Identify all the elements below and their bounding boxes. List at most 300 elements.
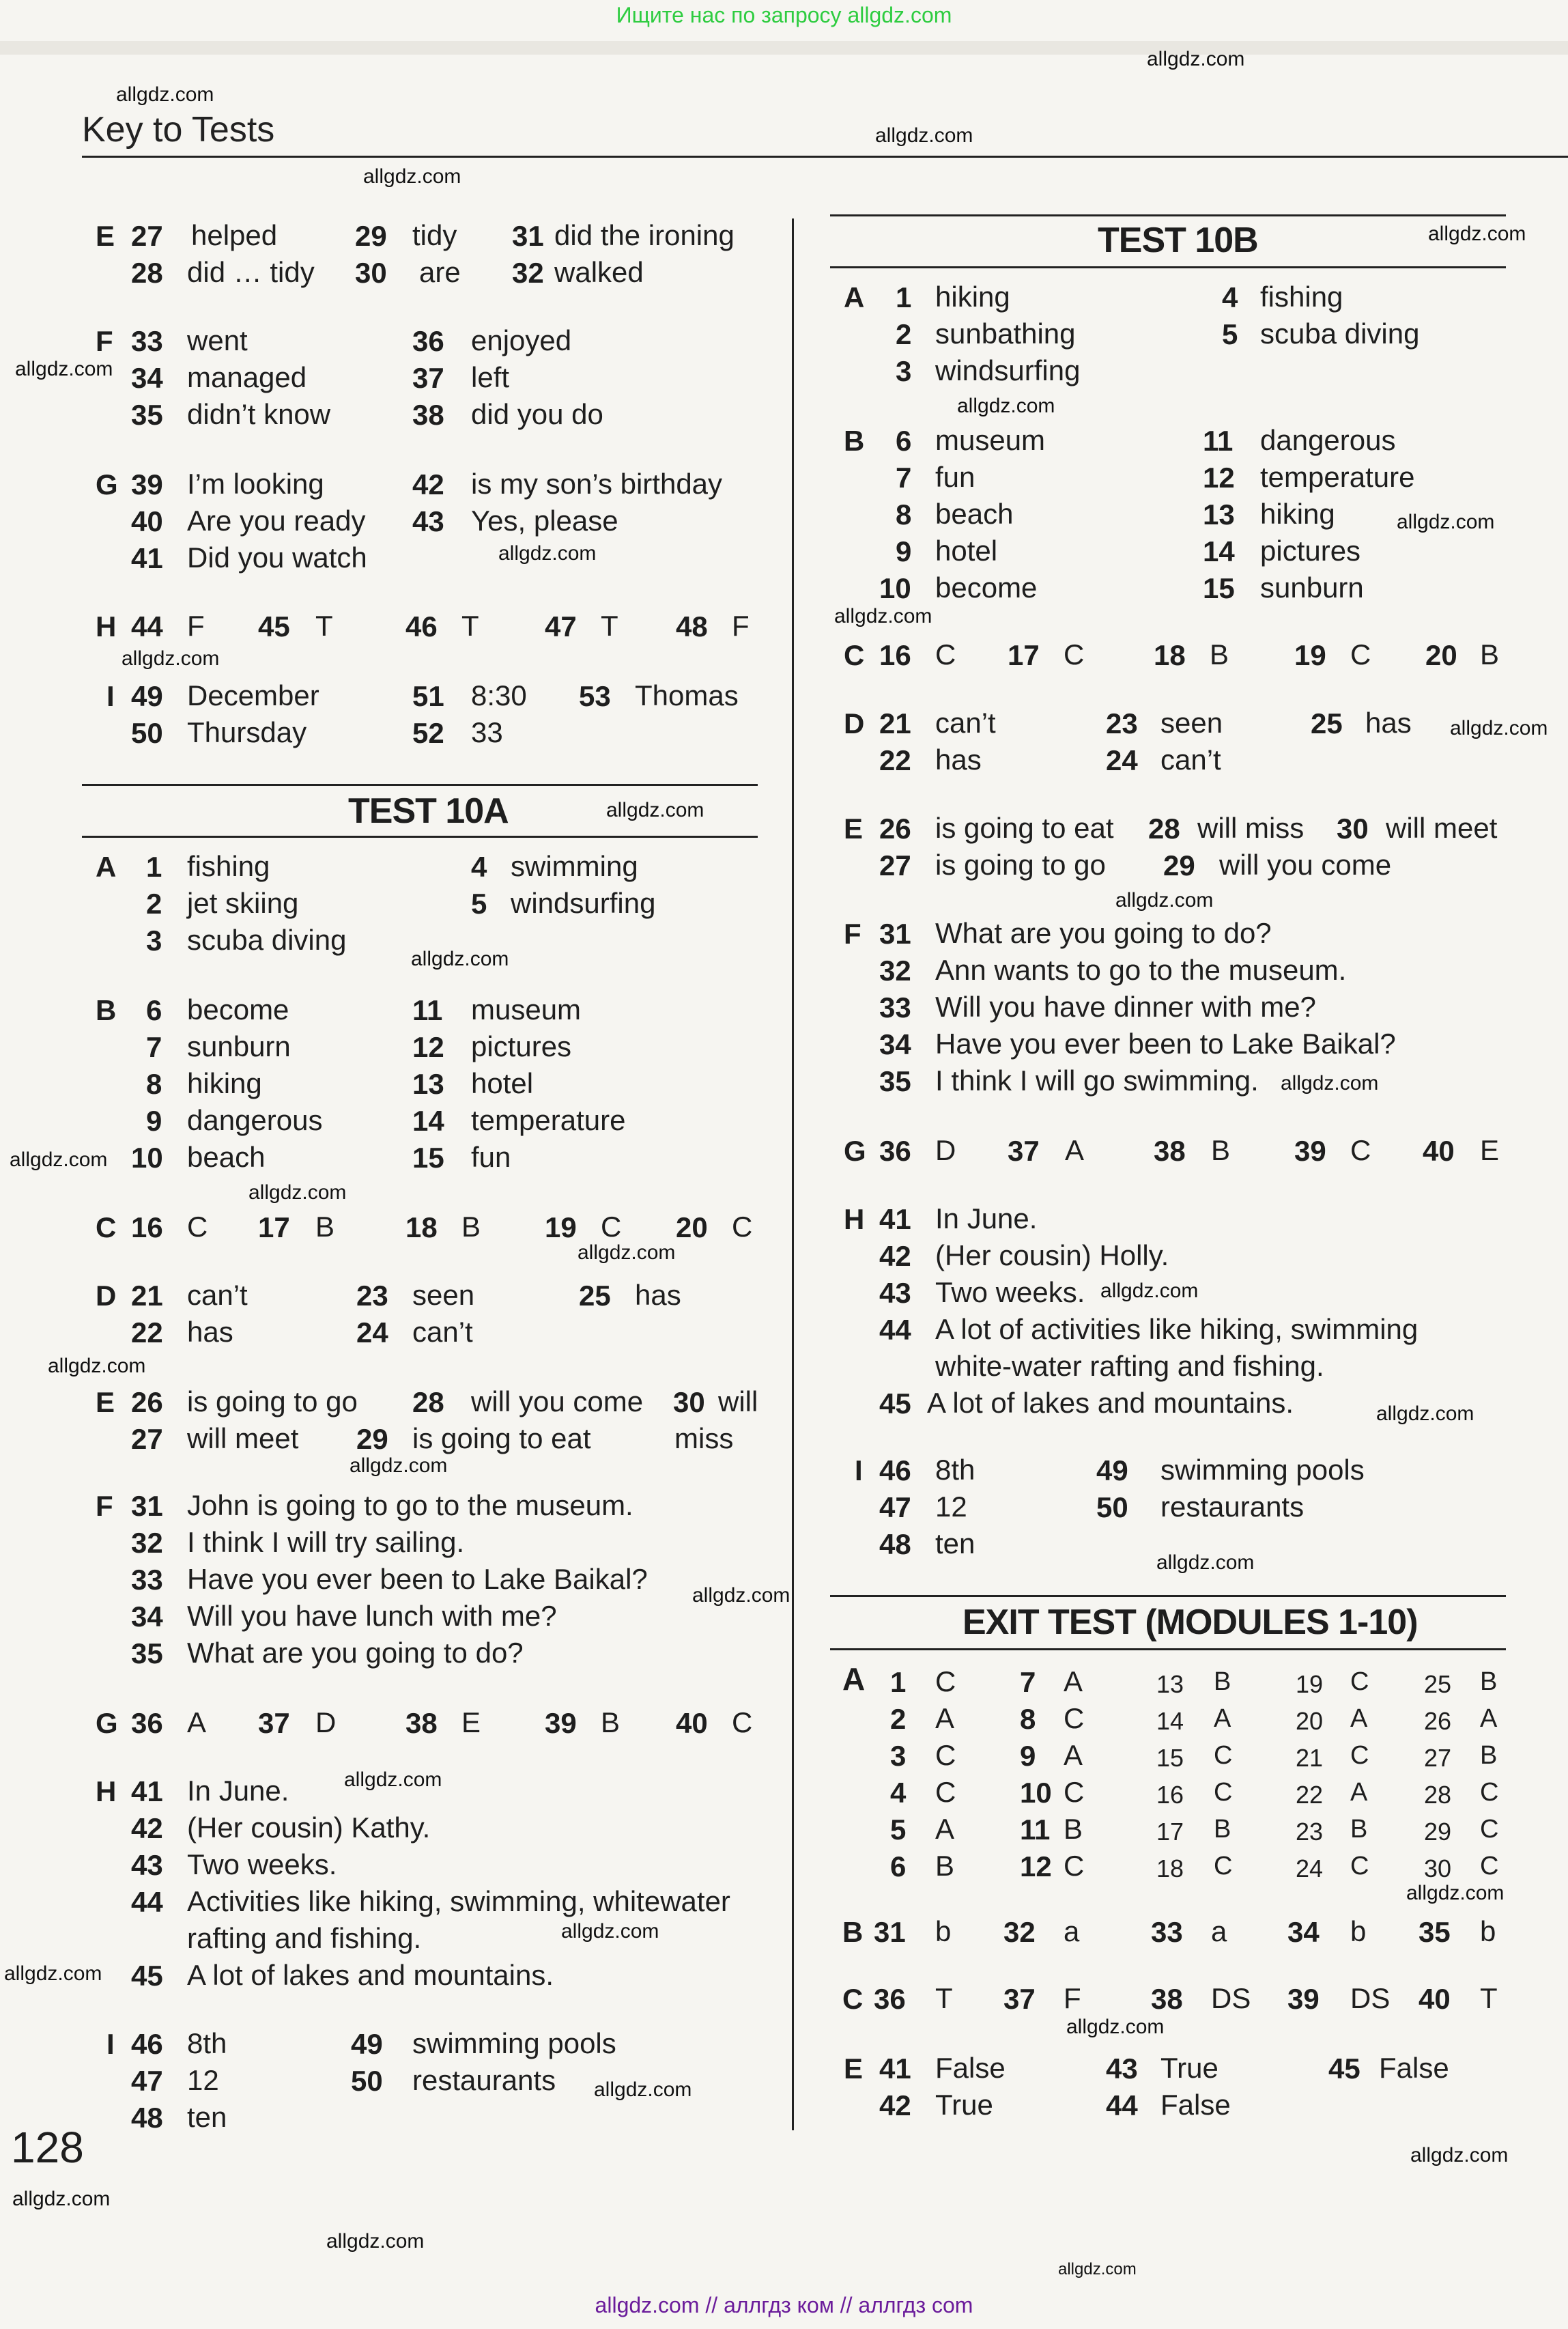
q-num: 41	[879, 1203, 911, 1235]
test-10b-title: TEST 10B	[1098, 221, 1258, 260]
answer: are	[419, 256, 461, 288]
q-num: 10	[879, 572, 911, 604]
answer: C	[187, 1211, 208, 1243]
exit-test-title: EXIT TEST (MODULES 1-10)	[963, 1603, 1418, 1642]
q-num: 16	[131, 1211, 163, 1243]
answer: did you do	[471, 398, 603, 430]
answer: enjoyed	[471, 324, 572, 356]
q-num: 26	[1424, 1707, 1452, 1735]
answer: B	[1480, 1741, 1498, 1770]
q-num: 12	[1203, 462, 1235, 494]
section-label: A	[842, 1661, 866, 1697]
q-num: 17	[258, 1211, 290, 1243]
section-label: D	[844, 707, 865, 739]
section-label: F	[96, 325, 113, 357]
answer: Have you ever been to Lake Baikal?	[935, 1028, 1396, 1060]
answer: DS	[1350, 1982, 1391, 2014]
q-num: 31	[512, 220, 544, 252]
section-label: E	[96, 220, 115, 252]
answer: 8:30	[471, 679, 527, 711]
watermark[interactable]: allgdz.com	[1428, 223, 1526, 245]
answer: can’t	[187, 1279, 248, 1311]
section-label: G	[96, 1707, 118, 1739]
q-num: 45	[131, 1960, 163, 1992]
q-num: 6	[890, 1850, 907, 1882]
answer: In June.	[935, 1202, 1038, 1234]
q-num: 48	[676, 610, 708, 643]
q-num: 38	[405, 1707, 438, 1739]
answer: B	[1064, 1813, 1083, 1845]
answer: is my son’s birthday	[471, 468, 723, 500]
answer: hiking	[1260, 498, 1335, 530]
q-num: 38	[1151, 1983, 1183, 2015]
answer: has	[635, 1279, 681, 1311]
answer: B	[935, 1850, 955, 1882]
q-num: 12	[1020, 1850, 1052, 1882]
answer: (Her cousin) Holly.	[935, 1239, 1169, 1271]
answer: B	[1350, 1815, 1368, 1844]
q-num: 46	[405, 610, 438, 643]
q-num: 36	[879, 1135, 911, 1167]
answer: A	[1065, 1134, 1085, 1166]
section-label: I	[106, 680, 115, 712]
answer: Ann wants to go to the museum.	[935, 954, 1347, 986]
watermark[interactable]: allgdz.com	[692, 1584, 790, 1607]
q-num: 29	[1424, 1818, 1452, 1846]
answer: managed	[187, 361, 307, 393]
answer: C	[1214, 1778, 1233, 1807]
answer: C	[1480, 1852, 1499, 1880]
q-num: 18	[1154, 639, 1186, 671]
section-label: H	[96, 610, 117, 643]
answer: left	[471, 361, 510, 393]
q-num: 8	[896, 498, 912, 531]
q-num: 2	[146, 888, 162, 920]
answer: C	[935, 638, 956, 671]
q-num: 29	[355, 220, 387, 252]
watermark[interactable]: allgdz.com	[122, 647, 220, 670]
q-num: 15	[1156, 1744, 1184, 1772]
q-num: 35	[131, 399, 163, 431]
q-num: 41	[131, 542, 163, 574]
answer: hotel	[471, 1067, 534, 1099]
watermark[interactable]: allgdz.com	[1281, 1072, 1379, 1095]
q-num: 9	[146, 1105, 162, 1137]
q-num: 24	[356, 1316, 388, 1349]
q-num: 40	[1423, 1135, 1455, 1167]
answer: restaurants	[412, 2064, 556, 2096]
answer: In June.	[187, 1775, 289, 1807]
q-num: 10	[131, 1142, 163, 1174]
answer: C	[935, 1776, 956, 1808]
q-num: 39	[1294, 1135, 1326, 1167]
q-num: 11	[1020, 1813, 1051, 1846]
answer: scuba diving	[1260, 317, 1420, 350]
answer: is going to eat	[935, 812, 1114, 844]
q-num: 37	[258, 1707, 290, 1739]
answer: swimming pools	[412, 2027, 616, 2059]
watermark[interactable]: allgdz.com	[1450, 717, 1548, 739]
q-num: 38	[412, 399, 444, 431]
q-num: 2	[896, 318, 912, 350]
answer: C	[1064, 638, 1085, 671]
answer: E	[461, 1706, 481, 1738]
watermark[interactable]: allgdz.com	[594, 2078, 692, 2101]
watermark[interactable]: allgdz.com	[1058, 2260, 1137, 2278]
answer: Are you ready	[187, 505, 366, 537]
q-num: 28	[1148, 813, 1180, 845]
answer: has	[187, 1316, 233, 1348]
title-rule-bottom	[830, 266, 1506, 268]
answer: Have you ever been to Lake Baikal?	[187, 1563, 648, 1595]
q-num: 24	[1106, 744, 1138, 776]
q-num: 13	[1156, 1670, 1184, 1698]
watermark[interactable]: allgdz.com	[1410, 2144, 1509, 2166]
q-num: 46	[131, 2028, 163, 2060]
q-num: 14	[1156, 1707, 1184, 1735]
q-num: 46	[879, 1454, 911, 1486]
q-num: 10	[1020, 1777, 1052, 1809]
q-num: 18	[405, 1211, 438, 1243]
q-num: 45	[258, 610, 290, 643]
answer: I’m looking	[187, 468, 324, 500]
q-num: 19	[545, 1211, 577, 1243]
q-num: 43	[879, 1277, 911, 1309]
answer: C	[1350, 1134, 1371, 1166]
q-num: 30	[355, 257, 387, 289]
answer: DS	[1211, 1982, 1251, 2014]
q-num: 37	[1003, 1983, 1036, 2015]
q-num: 35	[879, 1065, 911, 1097]
q-num: 21	[879, 707, 911, 739]
section-label: I	[855, 1454, 863, 1486]
q-num: 28	[131, 257, 163, 289]
section-label: C	[842, 1983, 864, 2015]
answer: b	[1350, 1915, 1367, 1947]
answer: pictures	[471, 1030, 572, 1062]
q-num: 23	[356, 1280, 388, 1312]
answer: will meet	[1386, 812, 1498, 844]
q-num: 20	[676, 1211, 708, 1243]
header-rule	[82, 156, 1568, 158]
q-num: 19	[1296, 1670, 1324, 1698]
answer: walked	[554, 256, 644, 288]
watermark[interactable]: allgdz.com	[10, 1148, 108, 1171]
answer: swimming	[511, 850, 638, 882]
page-header: Key to Tests	[82, 110, 275, 150]
answer: E	[1480, 1134, 1500, 1166]
q-num: 15	[1203, 572, 1235, 604]
answer: C	[1350, 638, 1371, 671]
answer: December	[187, 679, 319, 711]
answer: will you come	[1219, 849, 1392, 881]
answer: pictures	[1260, 535, 1361, 567]
bottom-banner[interactable]: allgdz.com // аллгдз ком // аллгдз com	[595, 2293, 973, 2317]
q-num: 11	[1203, 425, 1234, 457]
answer: C	[732, 1706, 753, 1738]
answer: F	[732, 610, 750, 642]
q-num: 5	[1222, 318, 1238, 350]
watermark[interactable]: allgdz.com	[1115, 889, 1214, 912]
answer: Activities like hiking, swimming, whitewater	[187, 1885, 730, 1917]
answer: museum	[935, 424, 1046, 456]
answer: is going to go	[935, 849, 1106, 881]
q-num: 6	[146, 994, 162, 1026]
q-num: 27	[131, 1423, 163, 1455]
answer: 12	[935, 1491, 967, 1523]
answer: will you come	[471, 1385, 644, 1417]
answer: T	[601, 610, 618, 642]
q-num: 33	[879, 991, 911, 1024]
answer: C	[732, 1211, 753, 1243]
answer: A	[1350, 1778, 1368, 1807]
page-number: 128	[11, 2123, 84, 2172]
q-num: 26	[879, 813, 911, 845]
answer: Two weeks.	[187, 1848, 337, 1880]
q-num: 21	[131, 1280, 163, 1312]
answer: museum	[471, 993, 582, 1026]
watermark[interactable]: allgdz.com	[248, 1181, 347, 1204]
top-banner[interactable]: Ищите нас по запросу allgdz.com	[616, 3, 952, 27]
q-num: 44	[1106, 2089, 1138, 2121]
q-num: 37	[412, 362, 444, 394]
q-num: 51	[412, 680, 444, 712]
answer: T	[935, 1982, 953, 2014]
watermark[interactable]: allgdz.com	[1100, 1280, 1199, 1302]
answer: a	[1211, 1915, 1227, 1947]
q-num: 49	[1096, 1454, 1128, 1486]
watermark[interactable]: allgdz.com	[1156, 1551, 1255, 1574]
watermark[interactable]: allgdz.com	[350, 1454, 448, 1477]
q-num: 44	[131, 610, 163, 643]
q-num: 17	[1156, 1818, 1184, 1846]
q-num: 30	[1424, 1854, 1452, 1882]
q-num: 50	[1096, 1491, 1128, 1523]
answer: False	[935, 2052, 1006, 2084]
answer: A	[187, 1706, 207, 1738]
section-label: I	[106, 2028, 115, 2060]
answer: hotel	[935, 535, 998, 567]
answer: B	[461, 1211, 481, 1243]
q-num: 14	[1203, 535, 1235, 567]
answer: did the ironing	[554, 219, 735, 251]
q-num: 28	[1424, 1781, 1452, 1809]
section-label: G	[96, 468, 118, 500]
watermark[interactable]: allgdz.com	[48, 1355, 146, 1377]
q-num: 4	[890, 1777, 907, 1809]
q-num: 36	[874, 1983, 906, 2015]
q-num: 7	[1020, 1666, 1036, 1698]
q-num: 47	[131, 2065, 163, 2097]
watermark[interactable]: allgdz.com	[561, 1920, 659, 1943]
answer: C	[1350, 1667, 1369, 1696]
test-10a-title: TEST 10A	[348, 791, 509, 831]
answer: a	[1064, 1915, 1080, 1947]
answer: Yes, please	[471, 505, 618, 537]
q-num: 14	[412, 1105, 444, 1137]
answer: A lot of lakes and mountains.	[927, 1387, 1294, 1419]
answer: C	[601, 1211, 622, 1243]
watermark[interactable]: allgdz.com	[344, 1768, 442, 1791]
watermark[interactable]: allgdz.com	[363, 165, 461, 188]
watermark[interactable]: allgdz.com	[606, 799, 704, 821]
watermark[interactable]: allgdz.com	[834, 605, 932, 627]
answer: temperature	[1260, 461, 1415, 493]
watermark[interactable]: allgdz.com	[578, 1241, 676, 1264]
answer: went	[187, 324, 248, 356]
answer: C	[1064, 1850, 1085, 1882]
answer: beach	[187, 1141, 266, 1173]
answer: will	[718, 1385, 758, 1417]
answer: What are you going to do?	[187, 1637, 524, 1669]
answer: A	[1480, 1704, 1498, 1733]
answer: windsurfing	[935, 354, 1081, 386]
answer: B	[1214, 1667, 1231, 1696]
section-label: G	[844, 1135, 866, 1167]
answer: C	[1214, 1741, 1233, 1770]
answer: become	[935, 571, 1038, 604]
q-num: 23	[1106, 707, 1138, 739]
q-num: 39	[1287, 1983, 1320, 2015]
q-num: 34	[879, 1028, 911, 1060]
q-num: 1	[896, 281, 912, 313]
watermark[interactable]: allgdz.com	[957, 395, 1055, 417]
q-num: 43	[131, 1849, 163, 1881]
answer: hiking	[187, 1067, 262, 1099]
answer: is going to eat	[412, 1422, 591, 1454]
q-num: 38	[1154, 1135, 1186, 1167]
answer: fun	[935, 461, 975, 493]
answer: A lot of activities like hiking, swimming	[935, 1313, 1419, 1345]
title-rule-bottom	[82, 836, 758, 838]
q-num: 32	[879, 955, 911, 987]
header-band	[0, 41, 1568, 55]
q-num: 32	[131, 1527, 163, 1559]
watermark[interactable]: allgdz.com	[116, 83, 214, 106]
answer: T	[315, 610, 333, 642]
q-num: 25	[579, 1280, 611, 1312]
answer: B	[601, 1706, 621, 1738]
q-num: 48	[131, 2102, 163, 2134]
q-num: 34	[131, 362, 163, 394]
q-num: 20	[1296, 1707, 1324, 1735]
q-num: 2	[890, 1703, 907, 1735]
q-num: 53	[579, 680, 611, 712]
answer: 12	[187, 2064, 219, 2096]
section-label: A	[844, 281, 865, 313]
answer: jet skiing	[187, 887, 299, 919]
title-rule-top	[830, 214, 1506, 216]
q-num: 47	[879, 1491, 911, 1523]
section-label: H	[96, 1775, 117, 1807]
answer: A	[1350, 1704, 1368, 1733]
answer: C	[1480, 1778, 1499, 1807]
title-rule-bottom	[830, 1648, 1506, 1650]
q-num: 34	[1287, 1916, 1320, 1948]
watermark[interactable]: allgdz.com	[1066, 2016, 1165, 2038]
q-num: 15	[412, 1142, 444, 1174]
q-num: 27	[131, 220, 163, 252]
q-num: 22	[1296, 1781, 1324, 1809]
answer: 8th	[187, 2027, 227, 2059]
answer: What are you going to do?	[935, 917, 1272, 949]
answer: become	[187, 993, 289, 1026]
answer: beach	[935, 498, 1014, 530]
answer: hiking	[935, 281, 1010, 313]
title-rule-top	[82, 784, 758, 786]
answer: Thursday	[187, 716, 307, 748]
answer: will meet	[187, 1422, 299, 1454]
watermark[interactable]: allgdz.com	[12, 2188, 111, 2210]
q-num: 5	[471, 888, 487, 920]
answer: seen	[412, 1279, 475, 1311]
q-num: 33	[131, 325, 163, 357]
section-label: B	[842, 1916, 864, 1948]
answer: (Her cousin) Kathy.	[187, 1811, 431, 1844]
q-num: 16	[1156, 1781, 1184, 1809]
watermark[interactable]: allgdz.com	[1406, 1882, 1505, 1904]
watermark[interactable]: allgdz.com	[15, 358, 113, 380]
answer: 33	[471, 716, 503, 748]
answer: b	[1480, 1915, 1496, 1947]
q-num: 22	[879, 744, 911, 776]
q-num: 45	[879, 1387, 911, 1420]
answer: temperature	[471, 1104, 626, 1136]
watermark[interactable]: allgdz.com	[411, 948, 509, 970]
answer: is going to go	[187, 1385, 358, 1417]
q-num: 34	[131, 1600, 163, 1633]
watermark[interactable]: allgdz.com	[4, 1962, 102, 1985]
q-num: 41	[879, 2052, 911, 2085]
answer: has	[935, 744, 982, 776]
answer: can’t	[1160, 744, 1221, 776]
q-num: 9	[1020, 1740, 1036, 1772]
q-num: 8	[146, 1068, 162, 1100]
answer: 8th	[935, 1454, 975, 1486]
answer: B	[1480, 1667, 1498, 1696]
section-label: H	[844, 1203, 865, 1235]
watermark[interactable]: allgdz.com	[498, 542, 597, 565]
answer: C	[1214, 1852, 1233, 1880]
watermark[interactable]: allgdz.com	[326, 2230, 425, 2253]
watermark[interactable]: allgdz.com	[1376, 1402, 1474, 1425]
answer: A	[935, 1702, 955, 1734]
q-num: 21	[1296, 1744, 1324, 1772]
q-num: 28	[412, 1386, 444, 1418]
watermark[interactable]: allgdz.com	[875, 124, 973, 147]
q-num: 44	[879, 1314, 911, 1346]
q-num: 7	[146, 1031, 162, 1063]
q-num: 11	[412, 994, 443, 1026]
q-num: 19	[1294, 639, 1326, 671]
watermark[interactable]: allgdz.com	[1397, 511, 1495, 533]
q-num: 33	[131, 1564, 163, 1596]
q-num: 42	[879, 2089, 911, 2121]
q-num: 29	[1163, 849, 1195, 881]
answer: helped	[191, 219, 278, 251]
q-num: 32	[1003, 1916, 1036, 1948]
answer: A	[1064, 1665, 1083, 1697]
q-num: 40	[676, 1707, 708, 1739]
answer: True	[1160, 2052, 1218, 2084]
section-label: A	[96, 851, 117, 883]
q-num: 3	[146, 924, 162, 957]
answer: I think I will try sailing.	[187, 1526, 465, 1558]
watermark[interactable]: allgdz.com	[1147, 48, 1245, 70]
answer: F	[187, 610, 205, 642]
answer: C	[1350, 1852, 1369, 1880]
q-num: 42	[879, 1240, 911, 1272]
